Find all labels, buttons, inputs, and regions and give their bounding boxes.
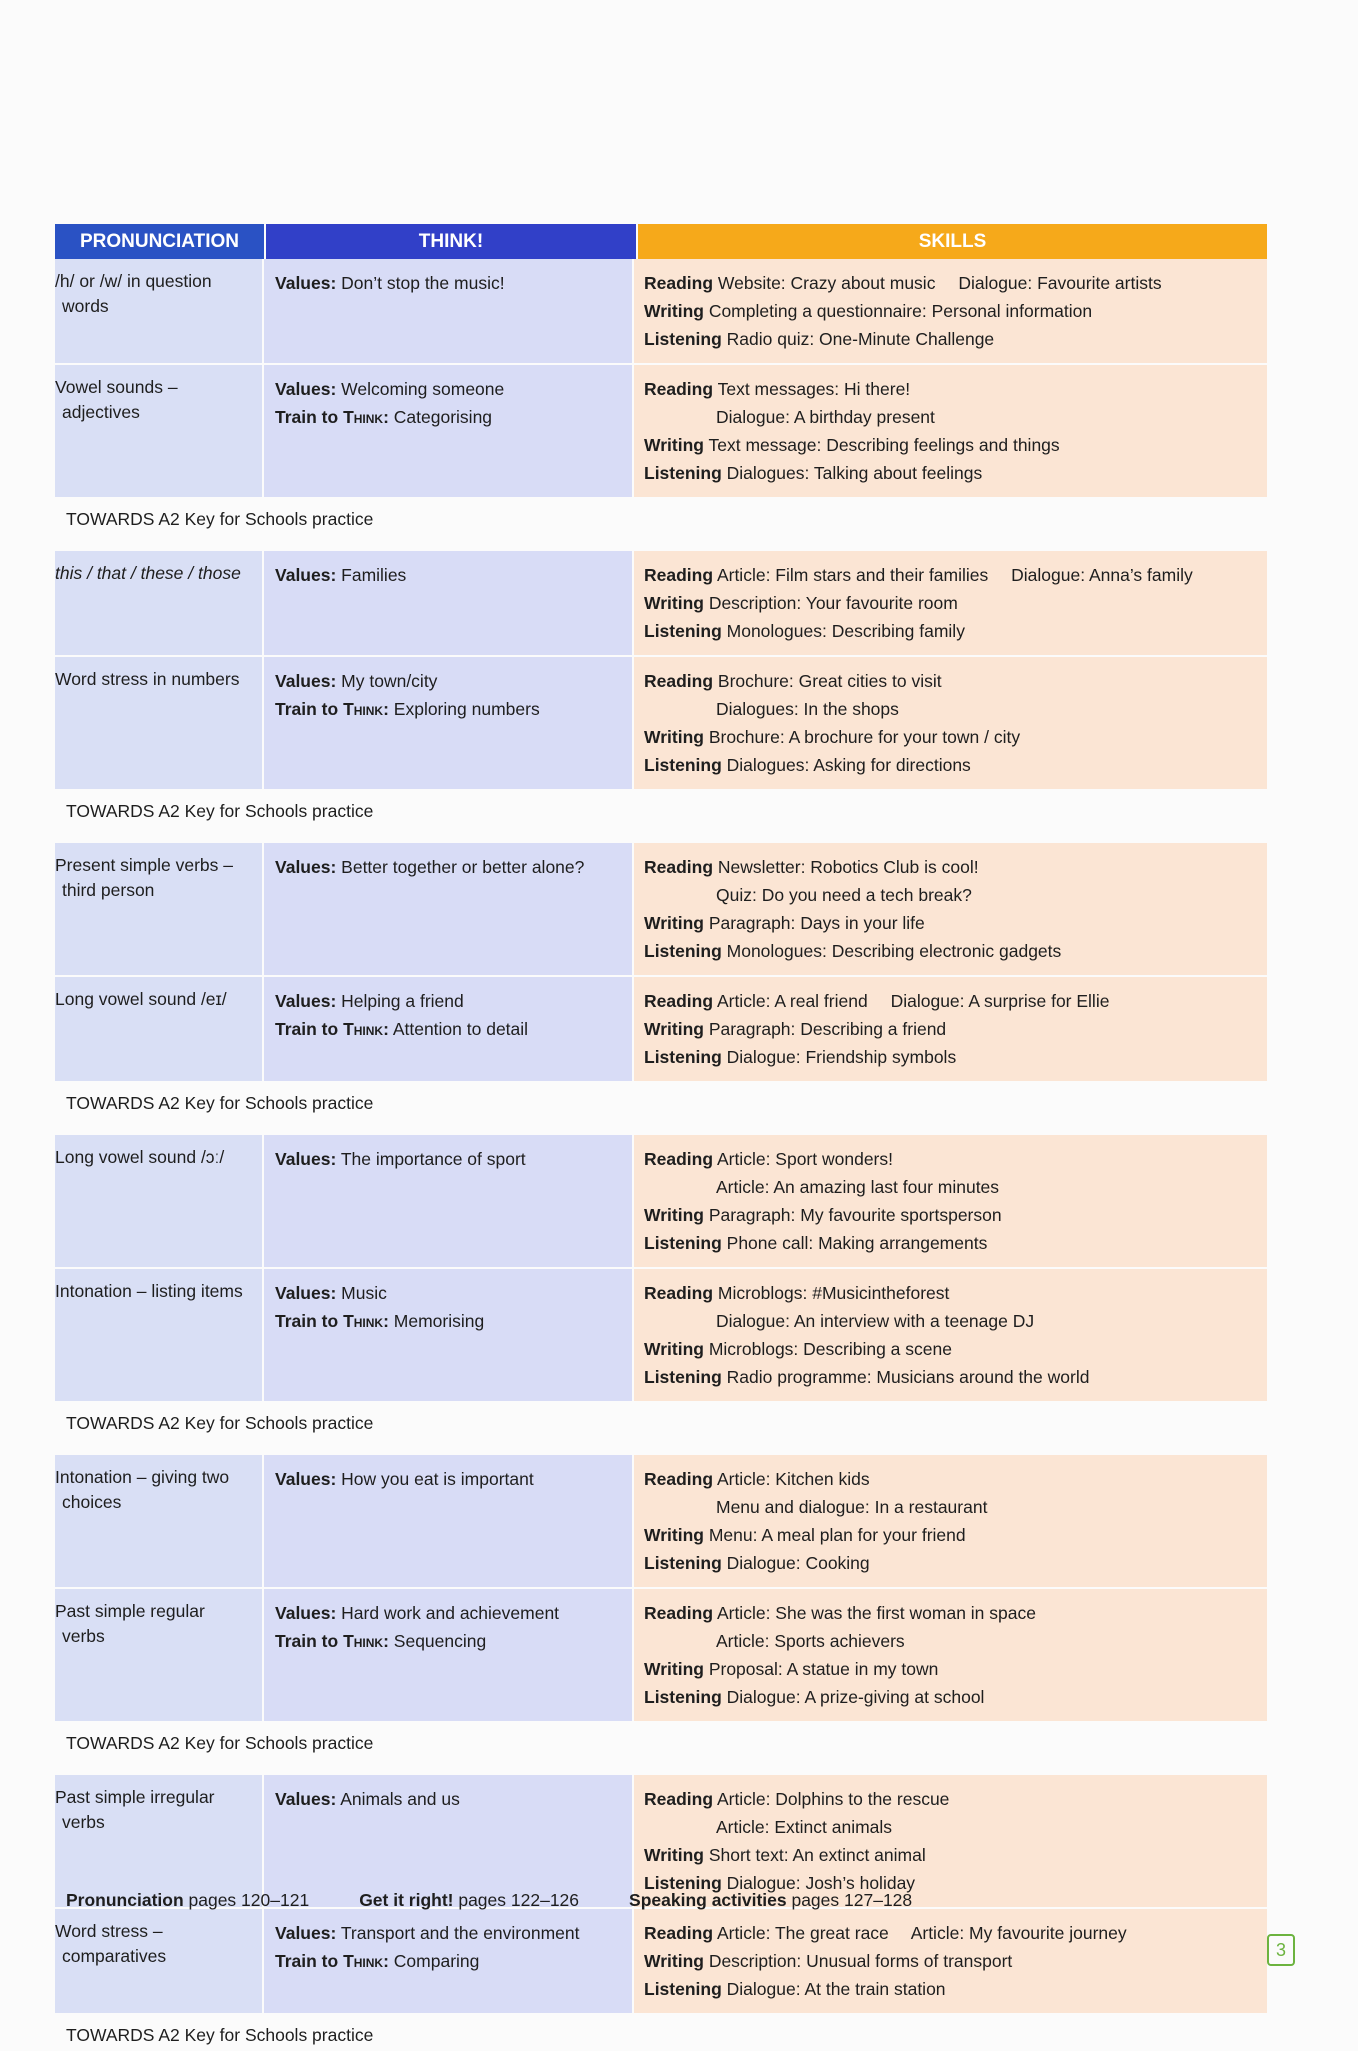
skills-cell [634,1135,1267,1267]
pronunciation-cell: Past simple regular verbs [55,1589,264,1721]
think-cell [264,1589,634,1721]
train-label: Train to Think: [275,1631,389,1651]
reading-extra-line: Dialogue: An interview with a teenage DJ [716,1311,1035,1331]
footer-label: Get it right! [359,1890,454,1910]
skills-cell [634,843,1267,975]
pronunciation-cell: Intonation – giving two choices [55,1455,264,1587]
values-label: Values: [275,379,337,399]
reading-line: Reading Microblogs: #Musicintheforest [644,1283,950,1303]
reading-label: Reading [644,565,714,585]
think-cell [264,1135,634,1267]
values-label: Values: [275,1149,337,1169]
table-row [55,365,1267,499]
footer-reference: Get it right! pages 122–126 [359,1890,580,1910]
reading-line: Reading Article: The great race Article: My favourite journey [644,1923,1127,1943]
train-line: Train to Think: Attention to detail [275,1019,529,1039]
writing-line: Writing Paragraph: My favourite sportsperson [644,1205,1002,1225]
table-row [55,977,1267,1083]
listening-label: Listening [644,1873,722,1893]
pronunciation-cell: Intonation – listing items [55,1269,264,1401]
reading-line: Reading Brochure: Great cities to visit [644,671,942,691]
table-header [55,224,1267,259]
listening-line: Listening Radio programme: Musicians around the world [644,1367,1090,1387]
listening-label: Listening [644,1047,722,1067]
think-cell [264,551,634,655]
think-cell [264,977,634,1081]
values-line: Values: Better together or better alone? [275,857,585,877]
listening-label: Listening [644,941,722,961]
skills-cell [634,259,1267,363]
listening-line: Listening Dialogues: Talking about feelings [644,463,983,483]
writing-line: Writing Description: Your favourite room [644,593,958,613]
skills-cell [634,1455,1267,1587]
table-row [55,259,1267,365]
writing-line: Writing Paragraph: Days in your life [644,913,925,933]
listening-label: Listening [644,1553,722,1573]
towards-practice: TOWARDS A2 Key for Schools practice [66,509,374,529]
writing-label: Writing [644,1845,704,1865]
values-line: Values: Helping a friend [275,991,464,1011]
reading-extra-line: Article: Extinct animals [716,1817,893,1837]
listening-line: Listening Dialogue: Josh’s holiday [644,1873,916,1893]
writing-line: Writing Menu: A meal plan for your friend [644,1525,966,1545]
footer-label: Pronunciation [66,1890,184,1910]
think-cell [264,1775,634,1907]
skills-cell [634,365,1267,497]
footer-reference: Pronunciation pages 120–121 [66,1890,310,1910]
listening-line: Listening Monologues: Describing family [644,621,965,641]
writing-label: Writing [644,1525,704,1545]
listening-line: Listening Dialogues: Asking for directions [644,755,971,775]
reading-label: Reading [644,1469,714,1489]
reading-extra-line: Article: An amazing last four minutes [716,1177,1000,1197]
values-line: Values: Welcoming someone [275,379,505,399]
train-line: Train to Think: Memorising [275,1311,485,1331]
reading-line: Reading Newsletter: Robotics Club is cool! [644,857,979,877]
values-line: Values: Transport and the environment [275,1923,580,1943]
writing-label: Writing [644,1659,704,1679]
unit-block [55,551,1267,827]
writing-line: Writing Description: Unusual forms of transport [644,1951,1013,1971]
listening-label: Listening [644,1687,722,1707]
reading-label: Reading [644,379,714,399]
skills-cell [634,977,1267,1081]
listening-label: Listening [644,621,722,641]
footer-reference: Speaking activities pages 127–128 [629,1890,913,1910]
reading-label: Reading [644,857,714,877]
writing-line: Writing Brochure: A brochure for your town / city [644,727,1021,747]
train-label: Train to Think: [275,1951,389,1971]
listening-label: Listening [644,1367,722,1387]
listening-line: Listening Radio quiz: One-Minute Challenge [644,329,995,349]
pronunciation-cell: /h/ or /w/ in question words [55,259,264,363]
train-label: Train to Think: [275,407,389,427]
table-row [55,1775,1267,1909]
reading-label: Reading [644,1789,714,1809]
writing-line: Writing Paragraph: Describing a friend [644,1019,947,1039]
reading-line: Reading Text messages: Hi there! [644,379,911,399]
train-label: Train to Think: [275,1019,389,1039]
listening-label: Listening [644,329,722,349]
writing-line: Writing Text message: Describing feelings and things [644,435,1060,455]
table-row [55,1455,1267,1589]
values-line: Values: Hard work and achievement [275,1603,560,1623]
syllabus-table [55,224,1267,2051]
unit-block [55,843,1267,1119]
think-cell [264,657,634,789]
skills-cell [634,657,1267,789]
writing-label: Writing [644,727,704,747]
think-cell [264,1909,634,2013]
writing-label: Writing [644,1205,704,1225]
values-label: Values: [275,671,337,691]
writing-label: Writing [644,1339,704,1359]
reading-line: Reading Article: Film stars and their families Dialogue: Anna’s family [644,565,1193,585]
listening-label: Listening [644,463,722,483]
think-cell [264,365,634,497]
reading-extra-line: Menu and dialogue: In a restaurant [716,1497,988,1517]
values-line: Values: Music [275,1283,387,1303]
writing-label: Writing [644,301,704,321]
towards-practice: TOWARDS A2 Key for Schools practice [66,1413,374,1433]
writing-line: Writing Proposal: A statue in my town [644,1659,939,1679]
skills-cell [634,1589,1267,1721]
footer-references [66,1890,912,1911]
listening-line: Listening Dialogue: Cooking [644,1553,870,1573]
unit-block [55,259,1267,535]
header-skills: SKILLS [638,224,1267,259]
pronunciation-cell: Vowel sounds – adjectives [55,365,264,497]
think-cell [264,259,634,363]
reading-line: Reading Article: Dolphins to the rescue [644,1789,950,1809]
listening-line: Listening Dialogue: Friendship symbols [644,1047,957,1067]
writing-line: Writing Microblogs: Describing a scene [644,1339,952,1359]
values-label: Values: [275,273,337,293]
listening-line: Listening Dialogue: A prize-giving at school [644,1687,985,1707]
header-think: THINK! [266,224,638,259]
reading-label: Reading [644,1283,714,1303]
pronunciation-cell: Long vowel sound /eɪ/ [55,977,264,1081]
header-pronunciation: PRONUNCIATION [55,224,266,259]
writing-label: Writing [644,435,704,455]
writing-label: Writing [644,1019,704,1039]
listening-line: Listening Dialogue: At the train station [644,1979,946,1999]
table-row [55,657,1267,791]
pronunciation-cell: Past simple irregular verbs [55,1775,264,1907]
reading-label: Reading [644,1923,714,1943]
reading-label: Reading [644,273,714,293]
values-label: Values: [275,1283,337,1303]
listening-line: Listening Phone call: Making arrangements [644,1233,988,1253]
unit-block [55,1135,1267,1439]
table-row [55,551,1267,657]
values-label: Values: [275,1789,337,1809]
reading-line: Reading Article: Sport wonders! [644,1149,893,1169]
train-line: Train to Think: Sequencing [275,1631,487,1651]
values-line: Values: How you eat is important [275,1469,534,1489]
pronunciation-cell: Word stress – comparatives [55,1909,264,2013]
reading-label: Reading [644,991,714,1011]
reading-line: Reading Website: Crazy about music Dialogue: Favourite artists [644,273,1162,293]
towards-practice: TOWARDS A2 Key for Schools practice [66,1093,374,1113]
table-row [55,1909,1267,2015]
train-line: Train to Think: Exploring numbers [275,699,540,719]
think-cell [264,1269,634,1401]
values-line: Values: Families [275,565,407,585]
towards-practice: TOWARDS A2 Key for Schools practice [66,801,374,821]
reading-extra-line: Dialogues: In the shops [716,699,899,719]
reading-line: Reading Article: She was the first woman in space [644,1603,1036,1623]
values-label: Values: [275,857,337,877]
pronunciation-cell: this / that / these / those [55,551,264,655]
think-cell [264,843,634,975]
reading-label: Reading [644,1603,714,1623]
unit-block [55,1455,1267,1759]
reading-extra-line: Article: Sports achievers [716,1631,905,1651]
skills-cell [634,1269,1267,1401]
values-label: Values: [275,1469,337,1489]
listening-line: Listening Monologues: Describing electronic gadgets [644,941,1062,961]
writing-label: Writing [644,913,704,933]
listening-label: Listening [644,755,722,775]
reading-line: Reading Article: Kitchen kids [644,1469,870,1489]
skills-cell [634,1775,1267,1907]
footer-label: Speaking activities [629,1890,787,1910]
table-row [55,1135,1267,1269]
listening-label: Listening [644,1979,722,1999]
values-label: Values: [275,1603,337,1623]
train-label: Train to Think: [275,1311,389,1331]
skills-cell [634,1909,1267,2013]
unit-block [55,1775,1267,2051]
towards-practice: TOWARDS A2 Key for Schools practice [66,1733,374,1753]
listening-label: Listening [644,1233,722,1253]
pronunciation-cell: Present simple verbs – third person [55,843,264,975]
table-row [55,1269,1267,1403]
page-number: 3 [1267,1934,1295,1966]
reading-label: Reading [644,671,714,691]
values-line: Values: The importance of sport [275,1149,526,1169]
writing-line: Writing Completing a questionnaire: Personal information [644,301,1093,321]
table-row [55,843,1267,977]
reading-line: Reading Article: A real friend Dialogue: A surprise for Ellie [644,991,1110,1011]
writing-label: Writing [644,1951,704,1971]
think-cell [264,1455,634,1587]
writing-label: Writing [644,593,704,613]
values-label: Values: [275,565,337,585]
values-label: Values: [275,991,337,1011]
train-line: Train to Think: Categorising [275,407,493,427]
train-label: Train to Think: [275,699,389,719]
values-label: Values: [275,1923,337,1943]
reading-extra-line: Quiz: Do you need a tech break? [716,885,972,905]
writing-line: Writing Short text: An extinct animal [644,1845,926,1865]
skills-cell [634,551,1267,655]
reading-extra-line: Dialogue: A birthday present [716,407,935,427]
pronunciation-cell: Long vowel sound /ɔː/ [55,1135,264,1267]
values-line: Values: My town/city [275,671,438,691]
towards-practice: TOWARDS A2 Key for Schools practice [66,2025,374,2045]
values-line: Values: Don’t stop the music! [275,273,505,293]
table-row [55,1589,1267,1723]
reading-label: Reading [644,1149,714,1169]
pronunciation-cell: Word stress in numbers [55,657,264,789]
train-line: Train to Think: Comparing [275,1951,480,1971]
units-container [55,259,1267,2051]
values-line: Values: Animals and us [275,1789,460,1809]
